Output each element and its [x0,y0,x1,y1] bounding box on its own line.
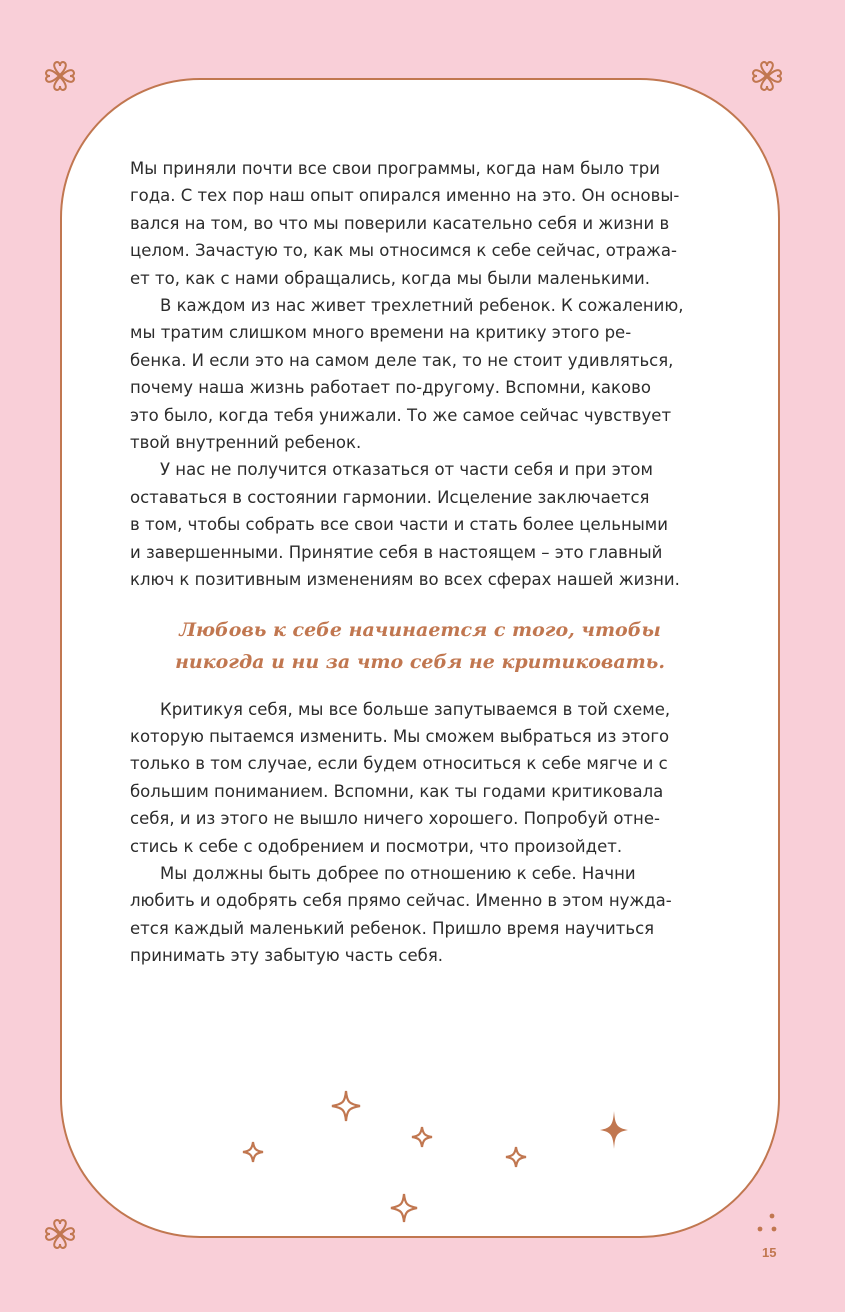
text-line: ключ к позитивным изменениям во всех сферах нашей жизни. [130,570,680,590]
paragraph [130,860,710,970]
text-line: Мы приняли почти все свои программы, когда нам было три [130,159,660,178]
text-line: принимать эту забытую часть себя. [130,946,443,966]
text-line: только в том случае, если будем относиться к себе мягче и с [130,754,668,774]
text-line: которую пытаемся изменить. Мы сможем выбраться из этого [130,726,670,746]
sparkle-star-icon [505,1146,527,1168]
pull-quote [130,614,710,678]
text-line: ется каждый маленький ребенок. Пришло время научиться [130,918,655,938]
text-line: стись к себе с одобрением и посмотри, что произойдет. [130,836,623,856]
text-line: оставаться в состоянии гармонии. Исцеление заключается [130,487,650,507]
text-line: целом. Зачастую то, как мы относимся к себе сейчас, отража- [130,241,677,261]
text-line: в том, чтобы собрать все свои части и стать более цельными [130,515,668,535]
text-line: В каждом из нас живет трехлетний ребенок. К сожалению, [160,296,684,316]
clover-ornament-icon [749,58,785,94]
clover-ornament-icon [42,1216,78,1252]
text-line: это было, когда тебя унижали. То же самое сейчас чувствует [130,405,672,425]
sparkle-star-icon [390,1193,418,1223]
page-number: 15 [762,1245,777,1260]
sparkle-star-icon [599,1110,629,1150]
text-line: ет то, как с нами обращались, когда мы были маленькими. [130,268,650,288]
text-line: У нас не получится отказаться от части себя и при этом [160,460,653,480]
paragraph [130,155,710,292]
text-line: любить и одобрять себя прямо сейчас. Именно в этом нужда- [130,891,672,911]
body-text [130,155,710,970]
text-line: вался на том, во что мы поверили касательно себя и жизни в [130,213,670,233]
paragraphs-after-quote [130,696,710,970]
paragraph [130,696,710,860]
paragraph [130,292,710,456]
quote-line: никогда и ни за что себя не критиковать. [175,650,665,673]
text-line: Мы должны быть добрее по отношению к себе. Начни [160,863,636,883]
paragraph [130,456,710,593]
text-line: мы тратим слишком много времени на критику этого ре- [130,323,632,343]
sparkle-star-icon [411,1126,433,1148]
text-line: года. С тех пор наш опыт опирался именно на это. Он основы- [130,186,680,206]
text-line: Критикуя себя, мы все больше запутываемся в той схеме, [160,699,671,719]
text-line: почему наша жизнь работает по-другому. Вспомни, каково [130,378,651,398]
text-line: твой внутренний ребенок. [130,433,362,453]
paragraphs-before-quote [130,155,710,594]
text-line: большим пониманием. Вспомни, как ты годами критиковала [130,781,664,801]
sparkle-star-icon [242,1141,264,1163]
decorative-dots-icon [755,1212,779,1236]
sparkle-star-icon [331,1090,361,1122]
text-line: и завершенными. Принятие себя в настоящем – это главный [130,542,663,562]
text-line: себя, и из этого не вышло ничего хорошего. Попробуй отне- [130,809,660,829]
text-line: бенка. И если это на самом деле так, то не стоит удивляться, [130,350,674,370]
quote-line: Любовь к себе начинается с того, чтобы [179,618,661,641]
clover-ornament-icon [42,58,78,94]
